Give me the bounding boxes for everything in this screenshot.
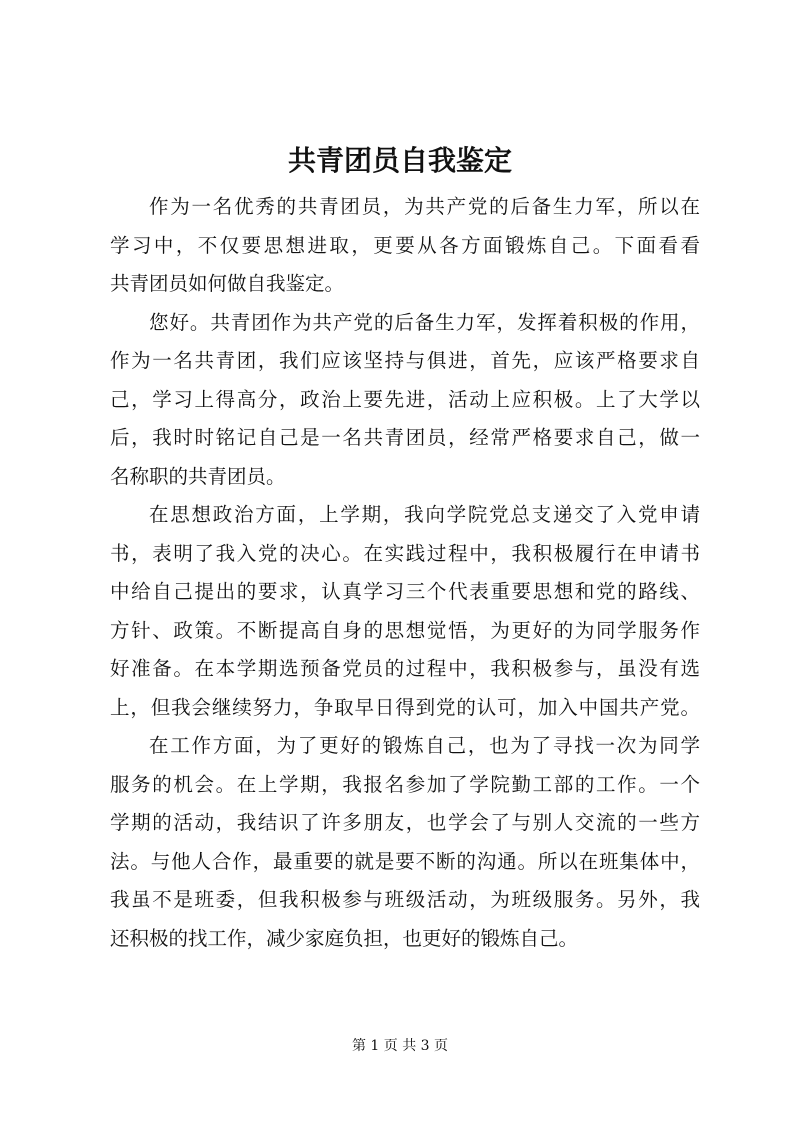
text-line: 在工作方面，为了更好的锻炼自己，也为了寻找一次为同学 <box>149 734 700 757</box>
text-line: 服务的机会。在上学期，我报名参加了学院勤工部的工作。一个 <box>110 772 700 796</box>
text-line: 好准备。在本学期选预备党员的过程中，我积极参与，虽没有选 <box>110 657 700 680</box>
text-line: 法。与他人合作，最重要的就是要不断的沟通。所以在班集体中， <box>110 849 700 873</box>
paragraph-intro <box>110 188 700 304</box>
text-line: 在思想政治方面，上学期，我向学院党总支递交了入党申请 <box>149 503 700 526</box>
text-line: 己，学习上得高分，政治上要先进，活动上应积极。上了大学以 <box>110 387 700 411</box>
text-line: 作为一名优秀的共青团员，为共产党的后备生力军，所以在 <box>149 195 700 218</box>
text-line: 中给自己提出的要求，认真学习三个代表重要思想和党的路线、 <box>110 580 700 603</box>
text-line: 学习中，不仅要思想进取，更要从各方面锻炼自己。下面看看 <box>110 233 700 257</box>
text-line: 名称职的共青团员。 <box>110 464 286 488</box>
text-line: 书，表明了我入党的决心。在实践过程中，我积极履行在申请书 <box>110 541 700 565</box>
document-body <box>110 188 700 958</box>
text-line: 学期的活动，我结识了许多朋友，也学会了与别人交流的一些方 <box>110 811 700 834</box>
paragraph-politics <box>110 496 700 727</box>
paragraph-greeting <box>110 304 700 497</box>
text-line: 上，但我会继续努力，争取早日得到党的认可，加入中国共产党。 <box>110 695 700 719</box>
document-title: 共青团员自我鉴定 <box>287 144 512 177</box>
text-line: 您好。共青团作为共产党的后备生力军，发挥着积极的作用， <box>149 310 700 334</box>
text-line: 作为一名共青团，我们应该坚持与俱进，首先，应该严格要求自 <box>110 349 700 372</box>
paragraph-work <box>110 727 700 958</box>
text-line: 我虽不是班委，但我积极参与班级活动，为班级服务。另外，我 <box>110 888 700 911</box>
page-footer: 第 1 页 共 3 页 <box>351 1038 449 1054</box>
text-line: 后，我时时铭记自己是一名共青团员，经常严格要求自己，做一 <box>110 426 700 449</box>
text-line: 方针、政策。不断提高自身的思想觉悟，为更好的为同学服务作 <box>110 618 700 642</box>
text-line: 还积极的找工作，减少家庭负担，也更好的锻炼自己。 <box>110 926 579 950</box>
text-line: 共青团员如何做自我鉴定。 <box>110 272 345 295</box>
